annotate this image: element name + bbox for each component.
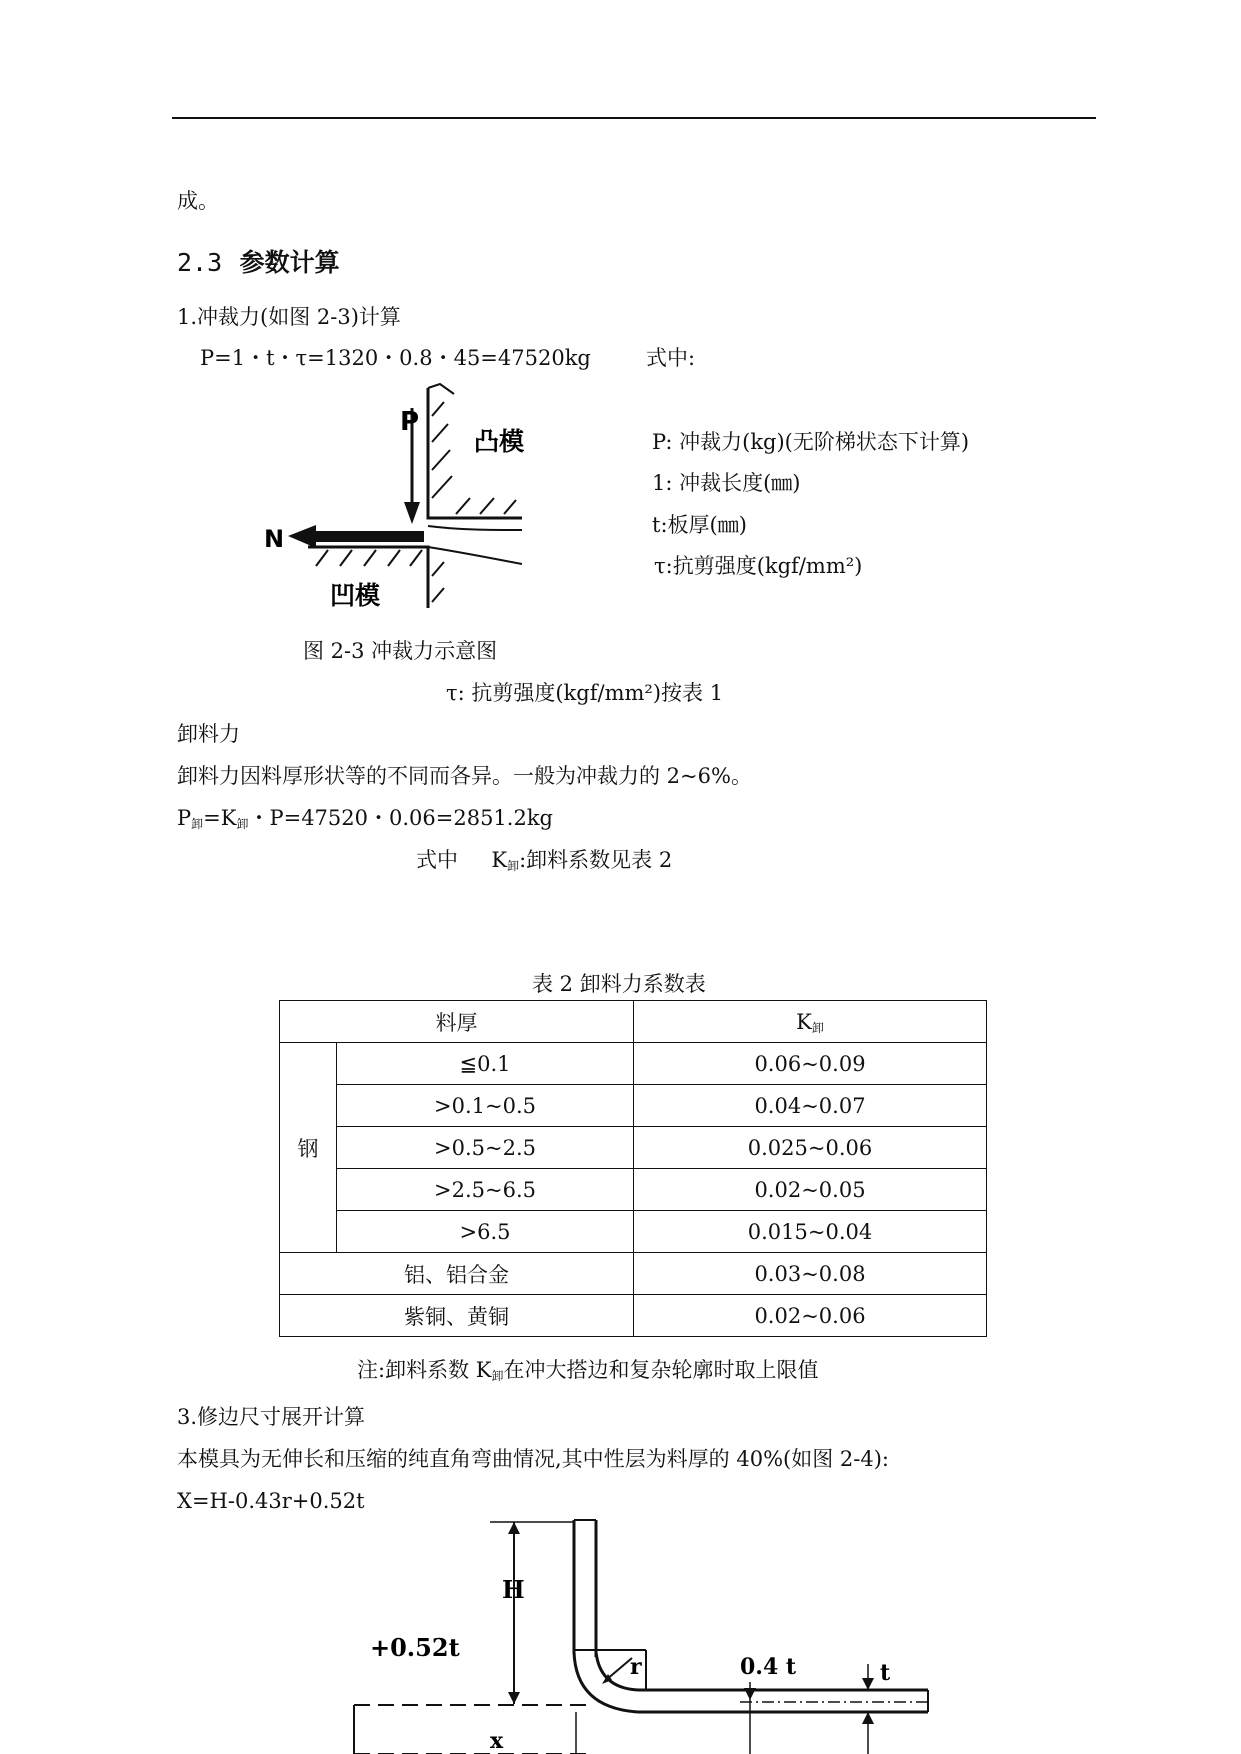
sheet-top [428,526,522,530]
legend-thickness: t:板厚(㎜) [652,513,747,537]
figure-caption: 图 2-3 冲裁力示意图 [303,639,498,663]
where-rest: :卸料系数见表 2 [519,848,673,872]
force-n-arrow [312,531,424,542]
material-cell: 紫铜、黄铜 [280,1295,634,1337]
table-caption: 表 2 卸料力系数表 [532,972,706,996]
thickness-cell: ≦0.1 [337,1043,634,1085]
label-r: r [630,1654,642,1680]
label-x: x [490,1728,504,1754]
stripping-formula [177,808,553,829]
force-p-arrowhead [404,502,420,524]
section-title: 参数计算 [239,248,340,277]
header-thickness: 料厚 [280,1001,634,1043]
section-heading [177,243,340,279]
steel-label: 钢 [280,1043,337,1253]
header-k-sub: 卸 [811,1020,824,1035]
label-p: P [400,407,420,437]
table-row [280,1211,987,1253]
force-n-arrowhead [288,525,316,548]
header-k [634,1001,987,1043]
stripping-coefficient-table [279,1000,987,1337]
formula-p: P [177,806,192,830]
h-arrow-bottom [508,1692,520,1704]
table-row [280,1169,987,1211]
formula-where-label: 式中: [646,346,696,370]
table-row [280,1253,987,1295]
tau-note: τ: 抗剪强度(kgf/mm²)按表 1 [446,681,724,705]
continuation-text: 成。 [177,189,219,213]
table-row [280,1127,987,1169]
legend-length: 1: 冲裁长度(㎜) [652,471,801,495]
stripping-desc: 卸料力因料厚形状等的不同而各异。一般为冲裁力的 2~6%。 [177,764,752,788]
k-cell: 0.02~0.05 [634,1169,987,1211]
material-cell: 铝、铝合金 [280,1253,634,1295]
punch-force-title: 1.冲裁力(如图 2-3)计算 [177,305,401,329]
label-h: H [502,1575,525,1604]
k-cell: 0.03~0.08 [634,1253,987,1295]
legend-tau: τ:抗剪强度(kgf/mm²) [654,554,863,578]
stripping-where [416,850,672,871]
punch-hatching [432,402,516,514]
label-t: t [880,1660,891,1686]
where-k: K [491,848,508,872]
punch-force-formula: P=1・t・τ=1320・0.8・45=47520kg [200,346,591,370]
punch-top-edge [428,384,454,394]
note-rest: 在冲大搭边和复杂轮廓时取上限值 [503,1358,819,1382]
k-cell: 0.06~0.09 [634,1043,987,1085]
k-cell: 0.04~0.07 [634,1085,987,1127]
bend-diagram [350,1512,940,1754]
where-prefix: 式中 [416,848,458,872]
formula-rest: ・P=47520・0.06=2851.2kg [248,806,553,830]
label-04t: 0.4 t [740,1654,797,1680]
formula-sub-2: 卸 [236,817,249,831]
note-prefix: 注:卸料系数 K [357,1358,492,1382]
dim-t-arrow-top [862,1678,874,1690]
formula-sub-1: 卸 [191,817,204,831]
legend-p: P: 冲裁力(kg)(无阶梯状态下计算) [652,430,970,454]
k-cell: 0.015~0.04 [634,1211,987,1253]
thickness-cell: >2.5~6.5 [337,1169,634,1211]
stripping-title: 卸料力 [177,722,240,746]
thickness-cell: >6.5 [337,1211,634,1253]
label-plus-052t: +0.52t [370,1633,460,1662]
punch-force-diagram [260,380,540,620]
table-note [357,1360,818,1381]
h-arrow-top [508,1522,520,1534]
table-row [280,1085,987,1127]
label-n: N [264,525,285,553]
where-sub: 卸 [507,859,520,873]
dim-04t-arrow [744,1688,756,1700]
k-cell: 0.025~0.06 [634,1127,987,1169]
thickness-cell: >0.1~0.5 [337,1085,634,1127]
thickness-cell: >0.5~2.5 [337,1127,634,1169]
sheet-bottom [428,547,522,564]
note-sub: 卸 [491,1369,504,1383]
radius-arrow [606,1658,632,1680]
trim-formula: X=H-0.43r+0.52t [177,1489,365,1513]
formula-k: =K [203,806,237,830]
k-cell: 0.02~0.06 [634,1295,987,1337]
trim-title: 3.修边尺寸展开计算 [177,1405,366,1429]
table-header-row [280,1001,987,1043]
table-row [280,1295,987,1337]
trim-desc: 本模具为无伸长和压缩的纯直角弯曲情况,其中性层为料厚的 40%(如图 2-4): [177,1447,889,1471]
header-k-letter: K [796,1009,812,1034]
label-die: 凹模 [330,581,381,610]
header-rule [172,117,1096,119]
label-punch: 凸模 [474,427,525,456]
table-row [280,1043,987,1085]
section-number: 2.3 [177,248,223,277]
